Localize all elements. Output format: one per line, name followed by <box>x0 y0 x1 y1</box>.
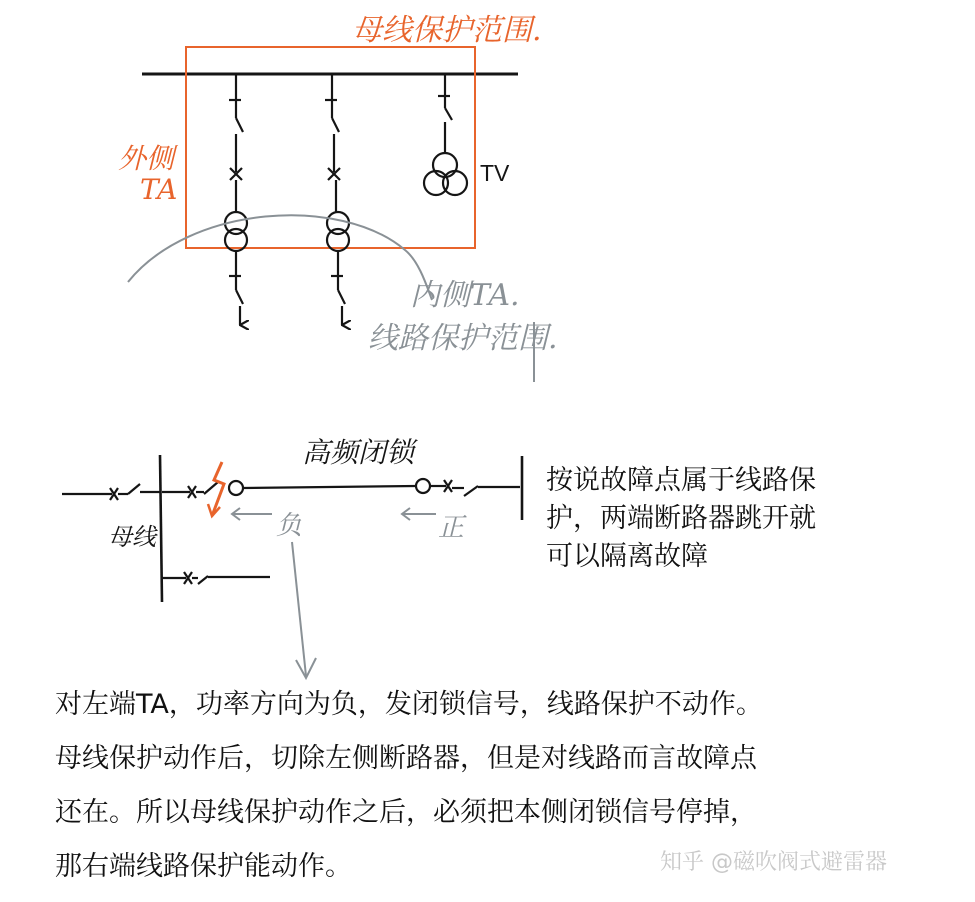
tv-label: TV <box>480 160 510 186</box>
right-note-line: 按说故障点属于线路保 <box>546 465 816 496</box>
blocking-label: 高频闭锁 <box>302 436 415 469</box>
bottom-note-line: 对左端TA，功率方向为负，发闭锁信号，线路保护不动作。 <box>55 689 763 720</box>
negative-label: 负 <box>276 511 303 541</box>
left-ta <box>229 481 243 495</box>
line-protection-zone <box>128 215 432 300</box>
direction-arrows <box>232 508 436 678</box>
right-ta <box>416 479 430 493</box>
bottom-note-line: 母线保护动作后，切除左侧断路器，但是对线路而言故障点 <box>55 743 757 774</box>
line-protection-label: 线路保护范围. <box>368 321 558 356</box>
inner-ta-label: 内侧TA. <box>410 278 520 313</box>
right-note-line: 护，两端断路器跳开就 <box>546 503 816 534</box>
bottom-note-line: 还在。所以母线保护动作之后，必须把本侧闭锁信号停掉， <box>55 797 757 828</box>
feeder-middle <box>325 74 349 325</box>
outer-ta-label-line2: TA <box>140 173 178 206</box>
top-diagram <box>118 13 558 382</box>
busbar-protection-label: 母线保护范围. <box>352 13 542 48</box>
protected-line <box>243 486 416 488</box>
bus-label: 母线 <box>108 523 156 551</box>
feeder-left <box>225 74 247 325</box>
bus-vertical <box>160 455 162 602</box>
bottom-note-line: 那右端线路保护能动作。 <box>55 851 352 882</box>
outer-ta-label-line1: 外侧 <box>118 142 175 175</box>
watermark: 知乎 @磁吹阀式避雷器 <box>660 850 887 875</box>
right-note-line: 可以隔离故障 <box>546 541 708 572</box>
right-note <box>546 462 886 576</box>
tv-branch <box>424 74 467 195</box>
positive-label: 正 <box>438 513 465 543</box>
